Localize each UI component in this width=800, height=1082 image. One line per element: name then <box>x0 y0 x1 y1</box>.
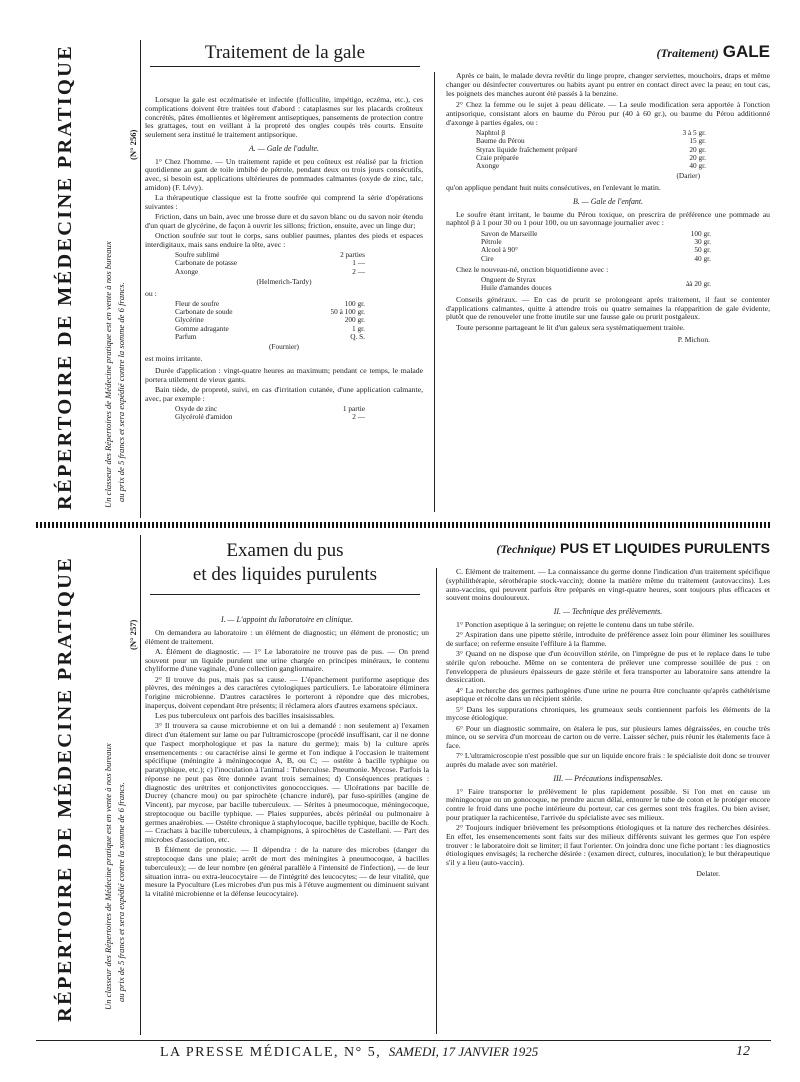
sidebar-subtitle: au prix de 5 francs et sera expédié contre la somme de 6 francs. <box>116 782 126 1002</box>
paragraph: 2° Il trouve du pus, mais pas sa cause. — L'épanchement puriforme aseptique des plèvres, des méninges a des caractères cytologiques particuliers. Le laboratoire éliminera l'origine microbienne. D'autres caractères le porteront à répondre que des microbes, inaperçus, doivent cependant être présents; il réclamera alors d'autres examens spéciaux. <box>145 674 429 710</box>
paragraph: 7° L'ultramicroscopie n'est possible que sur un liquide encore frais : le spécialiste doit donc se trouver auprès du malade avec son matériel. <box>446 751 770 769</box>
article-kicker: (Traitement) <box>656 46 719 60</box>
sidebar-subtitle: Un classeur des Répertoires de Médecine pratique est en vente à nos bureaux <box>103 241 113 508</box>
divider <box>140 40 141 518</box>
formula-table <box>481 230 711 263</box>
formula-table <box>175 251 365 276</box>
quantity: 2 — <box>352 266 365 276</box>
section-heading: III. — Précautions indispensables. <box>553 773 663 783</box>
formula-row <box>476 154 706 162</box>
formula-table <box>175 405 365 422</box>
column-bottom-right <box>446 568 770 1034</box>
formula-row <box>175 268 365 276</box>
paragraph: 5° Dans les suppurations chroniques, les grumeaux seuls contiennent parfois les éléments de la mycose étiologique. <box>446 704 770 723</box>
paragraph: Lorsque la gale est eczématisée et infectée (folliculite, impétigo, eczéma, etc.), ces complications doivent être traitées tout d'abord : cataplasmes sur les placards croûteux concrétés, pâtes émollientes et légèrement antiseptiques, pansements de protection contre les grattages, tout en veillant à la propreté des ongles coupés très courts. Ensuite seulement sera institué le traitement antipsorique. <box>145 96 423 139</box>
article-kicker: (Technique) <box>496 542 556 556</box>
title-underline <box>150 66 420 67</box>
title-underline <box>150 594 420 595</box>
article-topic: GALE <box>722 42 770 61</box>
section-heading: A. — Gale de l'adulte. <box>248 143 320 153</box>
signature: Delater. <box>696 868 720 878</box>
ingredient: Naphtol β <box>476 128 506 137</box>
column-divider <box>434 72 435 512</box>
quantity: 20 gr. <box>689 152 706 162</box>
ingredient: Cire <box>481 253 494 263</box>
separator-band <box>36 522 771 528</box>
column-divider <box>436 568 437 1034</box>
paragraph: ou : <box>145 288 157 298</box>
paragraph: La thérapeutique classique est la frotte soufrée qui comprend la série d'opérations suivantes : <box>145 193 423 211</box>
formula-row <box>175 325 365 333</box>
journal-name: LA PRESSE MÉDICALE, N° 5, <box>160 1045 382 1060</box>
paragraph: est moins irritante. <box>145 354 203 364</box>
paragraph: Friction, dans un bain, avec une brosse dure et du savon blanc ou du savon noir étendu d'un quart de glycérine, de façon à ouvrir les sillons; friction, ensuite, avec un linge dur; <box>145 212 423 230</box>
section-heading: II. — Technique des prélèvements. <box>553 607 663 616</box>
ingredient: Axonge <box>175 266 199 276</box>
page-footer <box>160 1044 770 1068</box>
signature: P. Michon. <box>677 335 710 345</box>
article-number: (N° 257) <box>128 619 138 650</box>
formula-table <box>476 129 706 170</box>
quantity: 200 gr. <box>344 315 365 325</box>
paragraph: A. Élément de diagnostic. — 1° Le laboratoire ne trouve pas de pus. — On prend souvent pour un liquide purulent une urine chargée en principes minéraux, le contenu chyliforme d'une vaginale, d'une collection ganglionnaire. <box>145 646 429 674</box>
ingredient: Oxyde de zinc <box>175 403 218 413</box>
paragraph: 1° Ponction aseptique à la seringue; on rejette le contenu dans un tube stérile. <box>456 619 694 629</box>
ingredient: Savon de Marseille <box>481 228 538 238</box>
ingredient: Gomme adragante <box>175 323 229 333</box>
paragraph: 1° Chez l'homme. — Un traitement rapide et peu coûteux est réalisé par la friction quotidienne au gant de toile imbibé de pétrole, pendant deux ou trois jours consécutifs, avec, si besoin est, applications ultérieures de pommades calmantes (oxyde de zinc, talc, amidon) (F. Lévy). <box>145 156 423 192</box>
paragraph: 6° Pour un diagnostic sommaire, on étalera le pus, sur plusieurs lames dégraissées, en couche très mince, ou se servira d'un morceau de carton ou de verre. Laisser sécher, puis réunir les étalements face à face. <box>446 723 770 750</box>
ingredient: Huile d'amandes douces <box>481 283 552 293</box>
paragraph: 4° La recherche des germes pathogènes d'une urine ne pourra être concluante qu'après cathétérisme aseptique et récolte dans un récipient stérile. <box>446 685 770 704</box>
paragraph: 3° Il trouvera sa cause microbienne et on lui a demandé : non seulement a) l'examen direct d'un étalement sur lame ou par l'ultramicroscope (procédé insuffisant, car il ne donne que l'aspect morphologique et pas la nature du germe); mais b) la culture après ensemencements : ou caractérise ainsi le germe et l'on indique à l'occasion le traitement spécifique (méningite à méningocoque A, B, ou C; — ostéite à bacille typhique ou paratyphique, etc.); c) l'inoculation à l'animal : Tuberculose. Pneumonie. Mycose. Parfois la réponse ne peut pas être donnée avant trois semaines; d) Conséquences pratiques : diagnostic des urétrites et conjonctivites gonococciques. — Ulcérations par bacille de Ducrey (chancre mou) ou par spirochète (chancre induré), par fuso-spirilles (angine de Vincent), par mycose, par bacille tuberculeux. — Sérites à pneumocoque, méningocoque, streptocoque ou bacille typhique. — Plaies suppurées, abcès périnéal ou pulmonaire à germes anaérobies. — Ostéite chronique à staphylocoque, bacille typhique, bacille de Koch. — Crachats à bacille tuberculeux, à champignons, à spirochètes de Castellani. — Part des microbes d'association, etc. <box>145 721 429 844</box>
formula-row <box>175 333 365 341</box>
quantity: 100 gr. <box>690 228 711 238</box>
paragraph: 2° Aspiration dans une pipette stérile, introduite de préférence assez loin pour éliminer les souillures de surface; on referme ensuite l'effilure à la flamme. <box>446 630 770 648</box>
quantity: 40 gr. <box>689 161 706 171</box>
ingredient: Styrax liquide fraîchement préparé <box>476 144 578 154</box>
quantity: 3 à 5 gr. <box>682 128 706 137</box>
quantity: 2 parties <box>340 250 365 259</box>
quantity: Q. S. <box>350 332 365 342</box>
column-top-left <box>145 96 423 514</box>
paragraph: Onction soufrée sur tout le corps, sans oublier paumes, plantes des pieds et espaces interdigitaux, mais sans enduire la tête, avec : <box>145 231 423 249</box>
article-title: Examen du pus <box>226 540 344 561</box>
paragraph: Les pus tuberculeux ont parfois des bacilles insaisissables. <box>155 711 335 720</box>
formula-row <box>175 413 365 421</box>
sidebar-title: RÉPERTOIRE DE MÉDECINE PRATIQUE <box>54 44 76 510</box>
quantity: àà 20 gr. <box>686 279 711 289</box>
formula-row <box>476 162 706 170</box>
ingredient: Onguent de Styrax <box>481 275 536 285</box>
formula-row <box>175 259 365 267</box>
quantity: 1 partie <box>342 403 365 413</box>
paragraph: 2° Toujours indiquer brièvement les présomptions étiologiques et la nature des recherches désirées. En effet, les ensemencements sont faits sur des milieux différents suivant les germes que l'on espère trouver : le laboratoire doit se limiter; il faut l'orienter. On joindra donc une fiche portant : les diagnostics étiologiques envisagés; la recherche désirée : (examen direct, cultures, inoculation); le but thérapeutique s'il y a lieu (auto-vaccin). <box>446 823 770 867</box>
ingredient: Carbonate de soude <box>175 307 233 317</box>
paragraph: Après ce bain, le malade devra revêtir du linge propre, changer serviettes, mouchoirs, draps et même changer ou désinfecter couvertures ou habits ayant pu entrer en contact direct avec la peau; en tout cas, les poignets des manches auront été passés à la benzine. <box>446 72 770 98</box>
sidebar-title: RÉPERTOIRE DE MÉDECINE PRATIQUE <box>54 556 76 1022</box>
article-topic: PUS ET LIQUIDES PURULENTS <box>559 540 770 556</box>
paragraph: qu'on applique pendant huit nuits consécutives, en l'enlevant le matin. <box>446 183 661 193</box>
paragraph: Durée d'application : vingt-quatre heures au maximum; pendant ce temps, le malade portera utilement de vieux gants. <box>145 365 423 384</box>
section-heading: B. — Gale de l'enfant. <box>572 196 644 206</box>
footer-rule <box>36 1040 771 1041</box>
article-heading <box>470 540 770 558</box>
paragraph: B Élément de pronostic. — Il dépendra : de la nature des microbes (danger du streptocoque dans une plaie; arrêt de mort des méningites à pneumocoque, à bacilles tuberculeux); — de leur nombre (en général parallèle à l'intensité de l'infection), — de leur situation intra- ou extra-leucocytaire — de l'intégrité des leucocytes; — de leur vitalité, que mesure la Pyoculture (Les microbes d'un pus mis à l'étuve augmentent ou diminuent suivant la vitalité microbienne et la défense leucocytaire). <box>145 845 429 898</box>
quantity: 100 gr. <box>344 298 365 308</box>
column-top-right <box>446 72 770 514</box>
quantity: 40 gr. <box>694 253 711 263</box>
sidebar-subtitle: au prix de 5 francs et sera expédié contre la somme de 6 francs. <box>116 282 126 502</box>
quantity: 30 gr. <box>694 237 711 247</box>
article-heading <box>600 42 770 62</box>
paragraph: On demandera au laboratoire : un élément de diagnostic; un élément de pronostic; un élément de traitement. <box>145 627 429 646</box>
paragraph: Bain tiède, de propreté, suivi, en cas d'irritation cutanée, d'une application calmante, avec, par exemple : <box>145 384 423 403</box>
ingredient: Craie préparée <box>476 152 519 162</box>
formula-table <box>481 276 711 293</box>
ingredient: Parfum <box>175 332 197 342</box>
ingredient: Carbonate de potasse <box>175 258 238 268</box>
quantity: 1 — <box>352 258 365 268</box>
sidebar-top <box>18 44 138 512</box>
paragraph: Chez le nouveau-né, onction biquotidienne avec : <box>456 264 609 274</box>
ingredient: Axonge <box>476 161 500 171</box>
column-bottom-left <box>145 616 429 1036</box>
ingredient: Baume du Pérou <box>476 136 525 146</box>
section-heading: I. — L'appoint du laboratoire en clinique. <box>220 616 354 624</box>
ingredient: Soufre sublimé <box>175 250 220 259</box>
article-title: et des liquides purulents <box>192 564 378 585</box>
ingredient: Alcool à 90° <box>481 245 518 255</box>
divider <box>140 535 141 1035</box>
paragraph: Toute personne partageant le lit d'un galeux sera systématiquement traitée. <box>456 322 685 332</box>
paragraph: 1° Faire transporter le prélèvement le plus rapidement possible. Si l'on met en cause un méningocoque ou un gonocoque, ne prendre aucun délai, entourer le tube de coton et le protéger encore contre le froid dans une poche intérieure du porteur, car ces germes sont très fragiles. Ou bien aviser, pour pratiquer la rachicentèse, l'arrivée du spécialiste avec ses milieux. <box>446 786 770 822</box>
formula-row <box>481 246 711 254</box>
quantity: 20 gr. <box>689 144 706 154</box>
paragraph: Le soufre étant irritant, le baume du Pérou toxique, on prescrira de préférence une pommade au naphtol β à 1 pour 30 ou 1 pour 100, ou un savonnage journalier avec : <box>446 209 770 228</box>
paragraph: Conseils généraux. — En cas de prurit se prolongeant après traitement, il faut se contenter d'applications calmantes, quitte à attendre trois ou quatre semaines la réapparition de gale évidente, plutôt que de renouveler une frotte inutile sur une fausse gale ou prurit postgaleux. <box>446 294 770 322</box>
formula-credit: (Helmerich-Tardy) <box>256 276 312 286</box>
quantity: 2 — <box>352 412 365 422</box>
formula-row <box>481 230 711 238</box>
formula-table <box>175 300 365 341</box>
formula-row <box>481 255 711 263</box>
paragraph: 3° Quand on ne dispose que d'un écouvillon stérile, on l'imprègne de pus et le replace dans le tube stérile qu'on rebouche. Même on se contentera de prélever une compresse souillée de pus : on l'enveloppera de plusieurs épaisseurs de gaze stérile et fera transporter au laboratoire sans attendre la dessiccation. <box>446 649 770 685</box>
quantity: 50 à 100 gr. <box>330 307 365 317</box>
formula-credit: (Darier) <box>676 171 700 181</box>
ingredient: Glycérine <box>175 315 204 325</box>
quantity: 50 gr. <box>694 245 711 255</box>
paragraph: C. Élément de traitement. — La connaissance du germe donne l'indication d'un traitement spécifique (syphilithérapie, sérothérapie stock-vaccin); donne la matière même du traitement (autovaccins). Les auto-vaccins, qui peuvent parfois être préparés en vingt-quatre heures, sont toujours plus efficaces et souvent moins douloureux. <box>446 568 770 603</box>
formula-credit: (Fournier) <box>269 342 299 352</box>
sidebar-bottom <box>18 540 136 1030</box>
issue-date: SAMEDI, 17 JANVIER 1925 <box>388 1044 539 1059</box>
sidebar-subtitle: Un classeur des Répertoires de Médecine pratique est en vente à nos bureaux <box>103 743 113 1010</box>
quantity: 1 gr. <box>352 323 365 333</box>
article-number: (N° 256) <box>128 129 138 160</box>
page-number: 12 <box>736 1044 750 1059</box>
paragraph: 2° Chez la femme ou le sujet à peau délicate. — La seule modification sera apportée à l'onction antipsorique, consistant alors en baume du Pérou pur (40 à 60 gr.), ou baume du Pérou additionné d'axonge à parties égales, ou : <box>446 100 770 127</box>
ingredient: Pétrole <box>481 237 502 247</box>
quantity: 15 gr. <box>689 136 706 146</box>
ingredient: Glycérolé d'amidon <box>175 412 233 422</box>
ingredient: Fleur de soufre <box>175 298 220 308</box>
article-title: Traitement de la gale <box>204 42 366 63</box>
